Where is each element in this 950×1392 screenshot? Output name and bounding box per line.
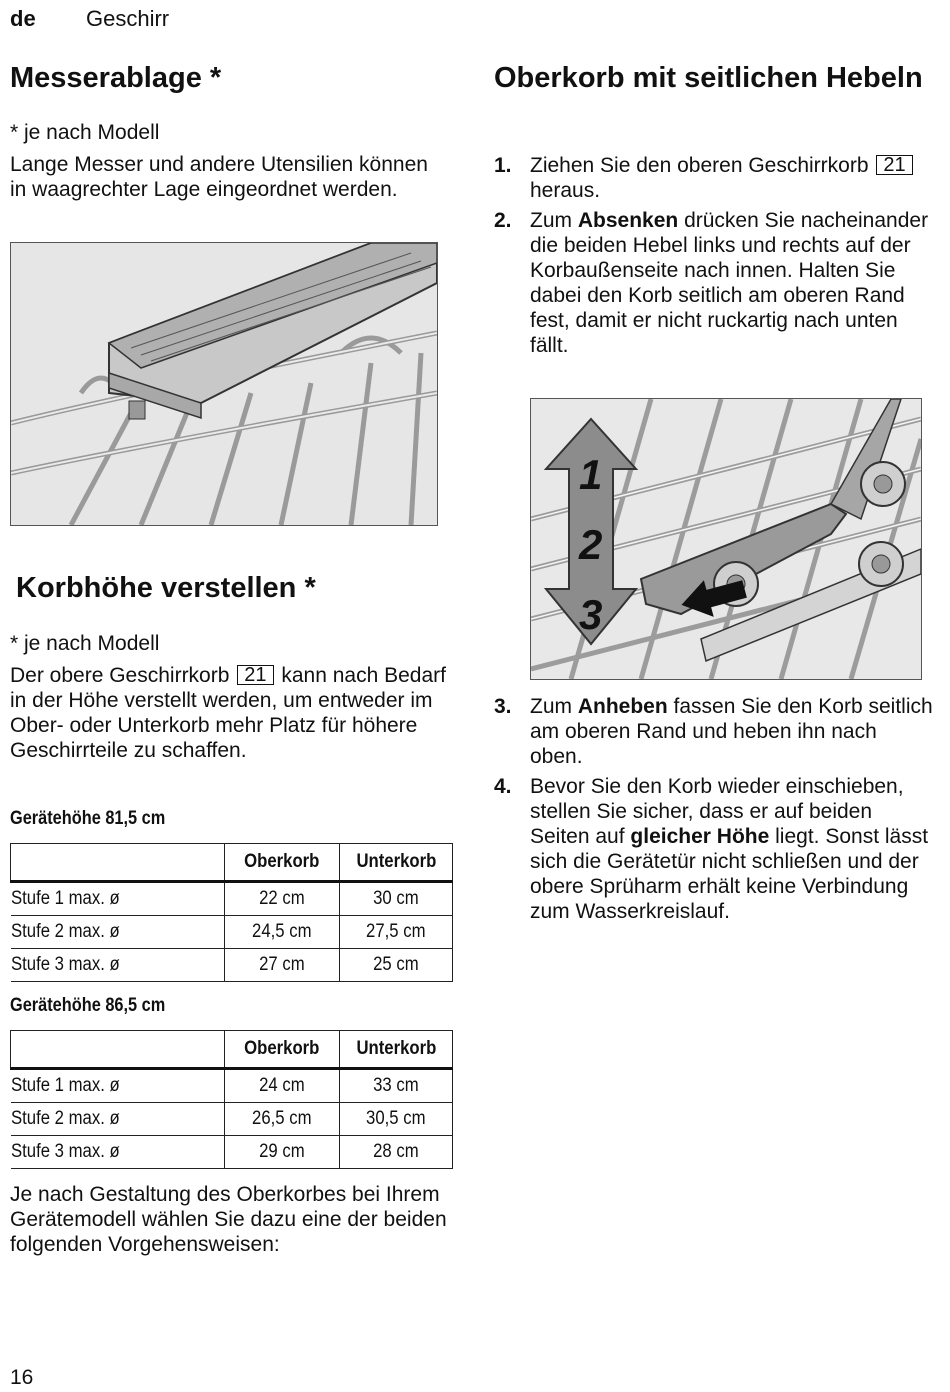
column-header: Oberkorb bbox=[225, 1031, 340, 1069]
table-row: Stufe 2 max. ø 24,5 cm 27,5 cm bbox=[11, 916, 453, 949]
table-caption-2: Gerätehöhe 86,5 cm bbox=[10, 995, 166, 1016]
section-title: Geschirr bbox=[86, 6, 170, 31]
list-item: 4. Bevor Sie den Korb wieder einschieben, stellen Sie sicher, dass er auf beiden Seiten auf gleicher Höhe liegt. Sonst lässt sich die Gerätetür nicht schließen und der obere Sprüharm erhält keine Verbindung zum Wasserkreislauf. bbox=[494, 775, 929, 923]
reference-number: 21 bbox=[237, 665, 273, 685]
list-item: 3. Zum Anheben fassen Sie den Korb seitlich am oberen Rand und heben ihn nach oben. bbox=[494, 695, 933, 768]
knife-tray-illustration bbox=[11, 243, 437, 525]
column-header: Unterkorb bbox=[340, 1031, 453, 1069]
korbhoehe-note: * je nach Modell bbox=[10, 632, 160, 655]
basket-lever-figure bbox=[530, 398, 922, 680]
korbhoehe-text bbox=[10, 631, 450, 763]
page-number: 16 bbox=[10, 1366, 34, 1389]
table-row: Stufe 1 max. ø 22 cm 30 cm bbox=[11, 882, 453, 916]
table-row: Stufe 2 max. ø 26,5 cm 30,5 cm bbox=[11, 1103, 453, 1136]
steps-list-a bbox=[494, 153, 934, 358]
level-label: 2 bbox=[579, 521, 603, 568]
table-row: Stufe 1 max. ø 24 cm 33 cm bbox=[11, 1069, 453, 1103]
language-code: de bbox=[10, 6, 36, 31]
korbhoehe-heading: Korbhöhe verstellen * bbox=[16, 572, 316, 604]
column-header: Oberkorb bbox=[225, 844, 340, 882]
table-caption-1: Gerätehöhe 81,5 cm bbox=[10, 808, 166, 829]
messerablage-body: Lange Messer und andere Utensilien können in waagrechter Lage eingeordnet werden. bbox=[10, 153, 428, 201]
korbhoehe-closing: Je nach Gestaltung des Oberkorbes bei Ihrem Gerätemodell wählen Sie dazu eine der beiden folgenden Vorgehensweisen: bbox=[10, 1183, 447, 1256]
list-item: 1. Ziehen Sie den oberen Geschirrkorb 21 heraus. bbox=[494, 153, 934, 203]
table-row: Stufe 3 max. ø 29 cm 28 cm bbox=[11, 1136, 453, 1169]
height-table-1 bbox=[10, 843, 453, 982]
korbhoehe-body: Der obere Geschirrkorb 21 kann nach Bedarf in der Höhe verstellt werden, um entweder im Ober- oder Unterkorb mehr Platz für höhere Geschirrteile zu schaffen. bbox=[10, 664, 446, 762]
messerablage-text bbox=[10, 120, 440, 202]
basket-lever-illustration bbox=[531, 399, 921, 679]
oberkorb-heading: Oberkorb mit seitlichen Hebeln bbox=[494, 62, 923, 94]
steps-list-b bbox=[494, 694, 934, 924]
level-label: 1 bbox=[579, 451, 603, 498]
level-label: 3 bbox=[579, 591, 603, 638]
column-header: Unterkorb bbox=[340, 844, 453, 882]
messerablage-heading: Messerablage * bbox=[10, 62, 222, 94]
table-row: Stufe 3 max. ø 27 cm 25 cm bbox=[11, 949, 453, 982]
list-item: 2. Zum Absenken drücken Sie nacheinander die beiden Hebel links und rechts auf der Korbaußenseite nach innen. Halten Sie dabei den Korb seitlich am oberen Rand fest, damit er nicht ruckartig nach unten fällt. bbox=[494, 209, 929, 357]
reference-number: 21 bbox=[876, 155, 912, 175]
knife-tray-figure bbox=[10, 242, 438, 526]
height-table-2 bbox=[10, 1030, 453, 1169]
messerablage-note: * je nach Modell bbox=[10, 121, 160, 144]
